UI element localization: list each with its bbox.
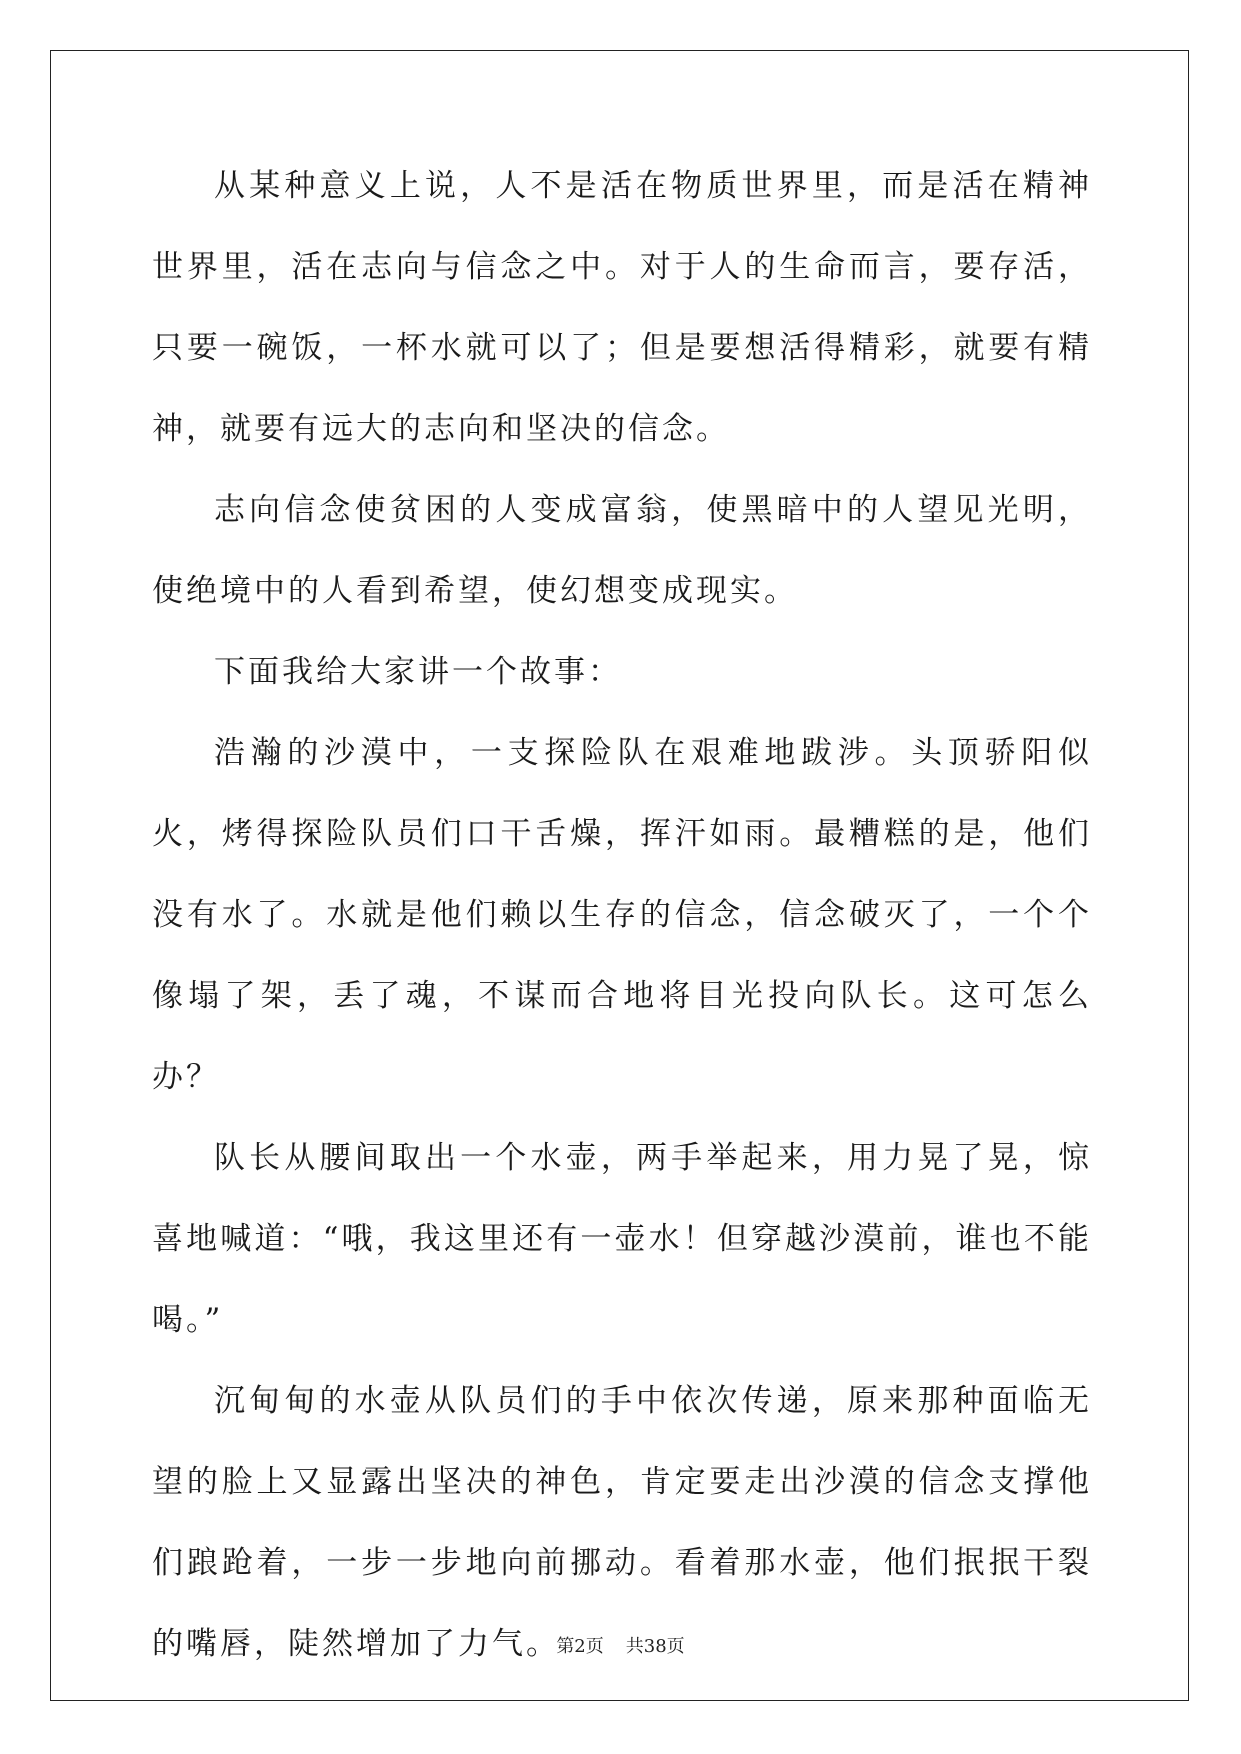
paragraph: 下面我给大家讲一个故事： (214, 654, 622, 690)
total-page-count: 共38页 (625, 1636, 685, 1657)
current-page-number: 第2页 (556, 1636, 604, 1657)
paragraph: 队长从腰间取出一个水壶，两手举起来，用力晃了晃，惊喜地喊道：“哦，我这里还有一壶水！但穿越沙漠前，谁也不能喝。” (152, 1140, 1092, 1338)
paragraph: 志向信念使贫困的人变成富翁，使黑暗中的人望见光明，使绝境中的人看到希望，使幻想变成现实。 (152, 492, 1092, 609)
page-footer (0, 1632, 1241, 1658)
paragraph: 从某种意义上说，人不是活在物质世界里，而是活在精神世界里，活在志向与信念之中。对于人的生命而言，要存活，只要一碗饭，一杯水就可以了；但是要想活得精彩，就要有精神，就要有远大的志向和坚决的信念。 (152, 168, 1092, 447)
paragraph: 浩瀚的沙漠中，一支探险队在艰难地跋涉。头顶骄阳似火，烤得探险队员们口干舌燥，挥汗如雨。最糟糕的是，他们没有水了。水就是他们赖以生存的信念，信念破灭了，一个个像塌了架，丢了魂，不谋而合地将目光投向队长。这可怎么办？ (152, 735, 1092, 1095)
paragraph: 沉甸甸的水壶从队员们的手中依次传递，原来那种面临无望的脸上又显露出坚决的神色，肯定要走出沙漠的信念支撑他们踉跄着，一步一步地向前挪动。看着那水壶，他们抿抿干裂的嘴唇，陡然增加了力气。 (152, 1383, 1092, 1662)
document-body (152, 146, 1092, 1685)
